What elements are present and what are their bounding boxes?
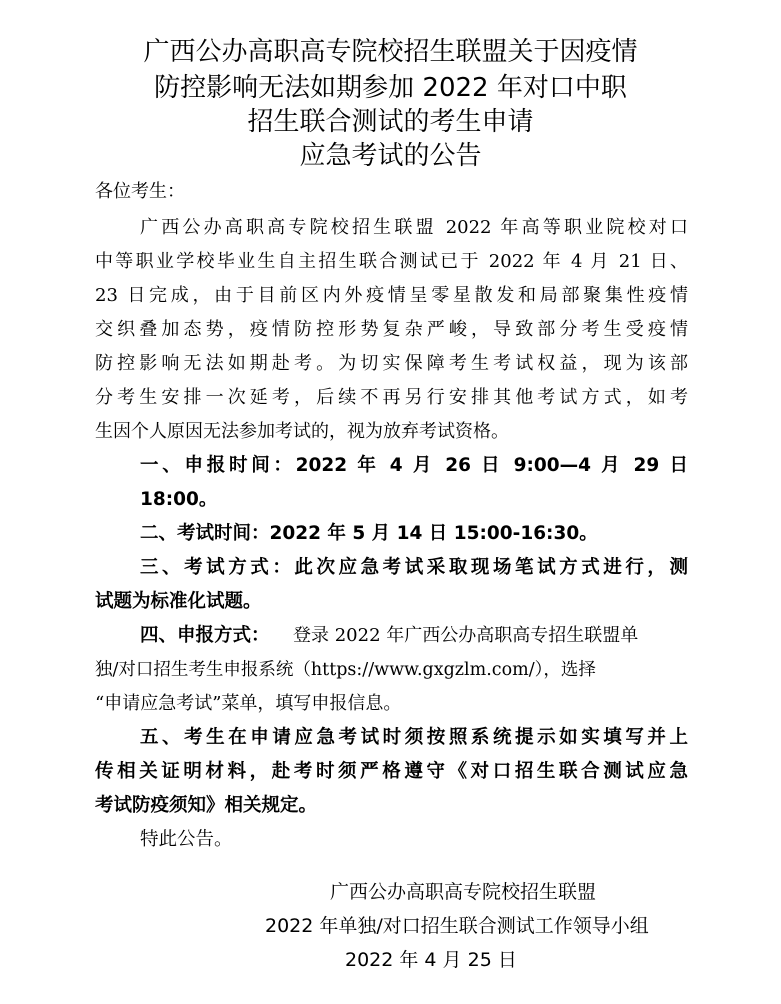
item-3-line-1: 三、考试方式：此次应急考试采取现场笔试方式进行，测 <box>140 557 688 578</box>
item-1-line-1: 一、申报时间：2022 年 4 月 26 日 9:00—4 月 29 日 <box>140 455 688 476</box>
item-4-label: 四、申报方式： <box>140 625 270 646</box>
intro-line-1: 广西公办高职高专院校招生联盟 2022 年高等职业院校对口 <box>140 217 688 238</box>
item-4-line-2: 独/对口招生考生申报系统（https://www.gxgzlm.com/），选择 <box>95 660 596 680</box>
intro-line-5: 防控影响无法如期赴考。为切实保障考生考试权益，现为该部 <box>95 353 688 374</box>
item-4-line-3: “申请应急考试”菜单，填写申报信息。 <box>95 693 402 714</box>
signature-date: 2022 年 4 月 25 日 <box>345 949 517 971</box>
salutation: 各位考生： <box>95 181 185 202</box>
notice-title-line-2: 防控影响无法如期参加 2022 年对口中职 <box>154 73 627 103</box>
intro-line-4: 交织叠加态势，疫情防控形势复杂严峻，导致部分考生受疫情 <box>95 319 688 340</box>
notice-title-line-3: 招生联合测试的考生申请 <box>247 107 534 137</box>
signature-organization: 广西公办高职高专院校招生联盟 <box>330 881 597 903</box>
item-4-line-1: 登录 2022 年广西公办高职高专招生联盟单 <box>293 625 639 646</box>
intro-line-7: 生因个人原因无法参加考试的，视为放弃考试资格。 <box>95 421 509 442</box>
item-5-line-1: 五、考生在申请应急考试时须按照系统提示如实填写并上 <box>140 727 688 748</box>
notice-title-line-4: 应急考试的公告 <box>299 141 482 171</box>
item-2: 二、考试时间：2022 年 5 月 14 日 15:00-16:30。 <box>140 523 598 544</box>
notice-title-line-1: 广西公办高职高专院校招生联盟关于因疫情 <box>143 37 638 67</box>
intro-line-3: 23 日完成，由于目前区内外疫情呈零星散发和局部聚集性疫情 <box>95 285 688 306</box>
intro-line-6: 分考生安排一次延考，后续不再另行安排其他考试方式，如考 <box>95 387 688 408</box>
item-5-line-2: 传相关证明材料，赴考时须严格遵守《对口招生联合测试应急 <box>95 761 688 782</box>
item-3-line-2: 试题为标准化试题。 <box>95 591 262 612</box>
signature-working-group: 2022 年单独/对口招生联合测试工作领导小组 <box>265 915 649 937</box>
item-5-line-3: 考试防疫须知》相关规定。 <box>95 795 318 816</box>
closing-text: 特此公告。 <box>140 829 233 850</box>
intro-line-2: 中等职业学校毕业生自主招生联合测试已于 2022 年 4 月 21 日、 <box>95 251 688 272</box>
item-1-line-2: 18:00。 <box>140 489 218 510</box>
